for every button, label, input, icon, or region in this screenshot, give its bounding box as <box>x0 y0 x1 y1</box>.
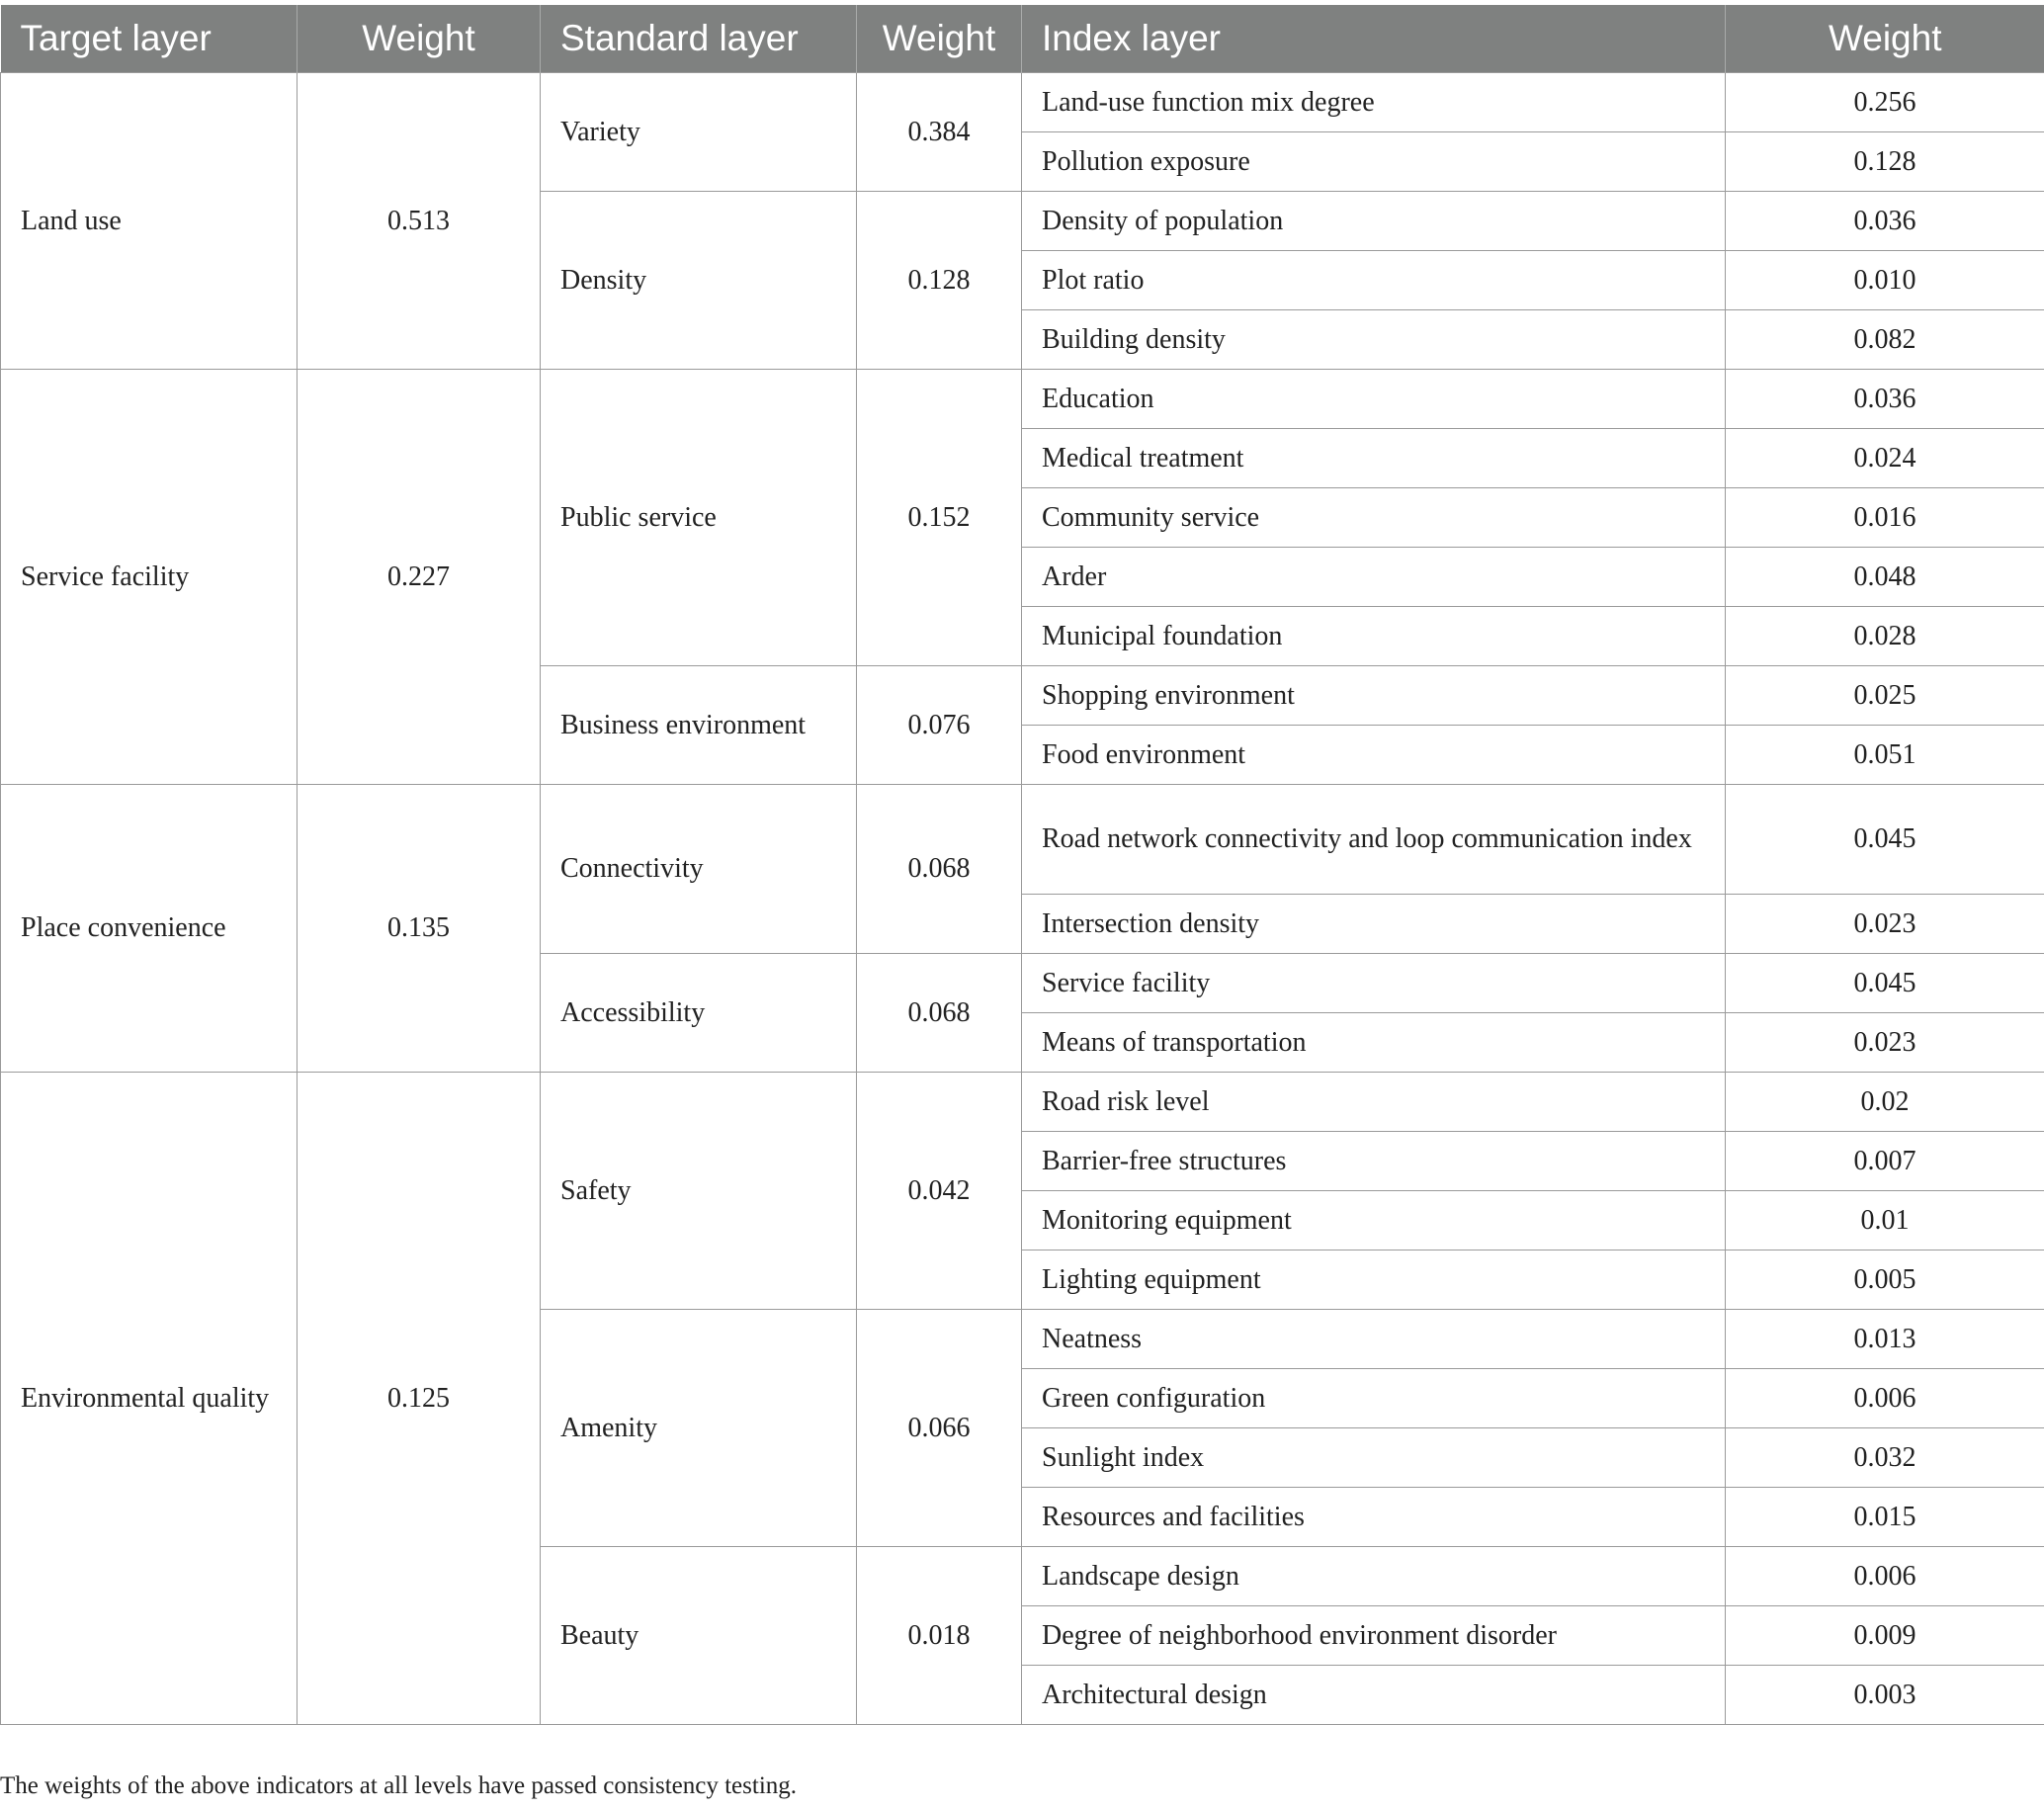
header-target-layer: Target layer <box>1 5 298 73</box>
index-weight-cell: 0.045 <box>1726 954 2044 1013</box>
index-cell: Municipal foundation <box>1022 607 1726 666</box>
index-cell: Service facility <box>1022 954 1726 1013</box>
standard-cell: Safety <box>541 1073 857 1310</box>
index-weight-cell: 0.023 <box>1726 895 2044 954</box>
index-weight-cell: 0.013 <box>1726 1310 2044 1369</box>
standard-weight-cell: 0.042 <box>857 1073 1022 1310</box>
index-weight-cell: 0.01 <box>1726 1191 2044 1250</box>
target-weight-cell: 0.227 <box>298 370 541 785</box>
header-target-weight: Weight <box>298 5 541 73</box>
index-cell: Resources and facilities <box>1022 1488 1726 1547</box>
index-weight-cell: 0.02 <box>1726 1073 2044 1132</box>
index-weight-cell: 0.051 <box>1726 726 2044 785</box>
index-weight-cell: 0.007 <box>1726 1132 2044 1191</box>
index-weight-cell: 0.082 <box>1726 310 2044 370</box>
index-weight-cell: 0.024 <box>1726 429 2044 488</box>
table-row <box>1 785 2044 895</box>
header-index-weight: Weight <box>1726 5 2044 73</box>
standard-weight-cell: 0.068 <box>857 785 1022 954</box>
header-standard-weight: Weight <box>857 5 1022 73</box>
index-cell: Monitoring equipment <box>1022 1191 1726 1250</box>
index-cell: Education <box>1022 370 1726 429</box>
table-footnote: The weights of the above indicators at all levels have passed consistency testing. <box>0 1772 798 1799</box>
target-weight-cell: 0.513 <box>298 73 541 370</box>
table-body <box>1 73 2044 1725</box>
index-cell: Plot ratio <box>1022 251 1726 310</box>
standard-cell: Accessibility <box>541 954 857 1073</box>
standard-weight-cell: 0.018 <box>857 1547 1022 1725</box>
index-weight-cell: 0.006 <box>1726 1547 2044 1606</box>
index-weight-cell: 0.128 <box>1726 132 2044 192</box>
index-weight-cell: 0.023 <box>1726 1013 2044 1073</box>
weights-table-container <box>0 5 2044 1725</box>
target-weight-cell: 0.125 <box>298 1073 541 1725</box>
table-header <box>1 5 2044 73</box>
index-cell: Building density <box>1022 310 1726 370</box>
table-row <box>1 1073 2044 1132</box>
standard-weight-cell: 0.068 <box>857 954 1022 1073</box>
standard-cell: Density <box>541 192 857 370</box>
header-index-layer: Index layer <box>1022 5 1726 73</box>
index-cell: Food environment <box>1022 726 1726 785</box>
index-cell: Density of population <box>1022 192 1726 251</box>
index-cell: Sunlight index <box>1022 1428 1726 1488</box>
index-weight-cell: 0.032 <box>1726 1428 2044 1488</box>
index-cell: Architectural design <box>1022 1666 1726 1725</box>
standard-weight-cell: 0.076 <box>857 666 1022 785</box>
index-weight-cell: 0.010 <box>1726 251 2044 310</box>
index-weight-cell: 0.005 <box>1726 1250 2044 1310</box>
index-weight-cell: 0.006 <box>1726 1369 2044 1428</box>
standard-weight-cell: 0.152 <box>857 370 1022 666</box>
standard-cell: Variety <box>541 73 857 192</box>
standard-cell: Beauty <box>541 1547 857 1725</box>
index-weight-cell: 0.003 <box>1726 1666 2044 1725</box>
index-cell: Shopping environment <box>1022 666 1726 726</box>
target-cell: Service facility <box>1 370 298 785</box>
index-weight-cell: 0.036 <box>1726 370 2044 429</box>
index-weight-cell: 0.045 <box>1726 785 2044 895</box>
index-cell: Road risk level <box>1022 1073 1726 1132</box>
standard-cell: Business environment <box>541 666 857 785</box>
index-weight-cell: 0.016 <box>1726 488 2044 548</box>
index-weight-cell: 0.048 <box>1726 548 2044 607</box>
index-weight-cell: 0.028 <box>1726 607 2044 666</box>
standard-cell: Public service <box>541 370 857 666</box>
index-cell: Neatness <box>1022 1310 1726 1369</box>
index-cell: Degree of neighborhood environment disorder <box>1022 1606 1726 1666</box>
index-weight-cell: 0.036 <box>1726 192 2044 251</box>
table-row <box>1 73 2044 132</box>
index-cell: Pollution exposure <box>1022 132 1726 192</box>
index-weight-cell: 0.015 <box>1726 1488 2044 1547</box>
target-cell: Place convenience <box>1 785 298 1073</box>
standard-cell: Amenity <box>541 1310 857 1547</box>
header-standard-layer: Standard layer <box>541 5 857 73</box>
index-cell: Green configuration <box>1022 1369 1726 1428</box>
index-cell: Barrier-free structures <box>1022 1132 1726 1191</box>
index-weight-cell: 0.256 <box>1726 73 2044 132</box>
target-cell: Environmental quality <box>1 1073 298 1725</box>
standard-cell: Connectivity <box>541 785 857 954</box>
index-weight-cell: 0.025 <box>1726 666 2044 726</box>
index-cell: Road network connectivity and loop communication index <box>1022 785 1726 895</box>
target-weight-cell: 0.135 <box>298 785 541 1073</box>
index-cell: Landscape design <box>1022 1547 1726 1606</box>
index-cell: Arder <box>1022 548 1726 607</box>
index-cell: Land-use function mix degree <box>1022 73 1726 132</box>
index-weight-cell: 0.009 <box>1726 1606 2044 1666</box>
header-row <box>1 5 2044 73</box>
standard-weight-cell: 0.384 <box>857 73 1022 192</box>
standard-weight-cell: 0.128 <box>857 192 1022 370</box>
index-cell: Means of transportation <box>1022 1013 1726 1073</box>
index-cell: Intersection density <box>1022 895 1726 954</box>
table-row <box>1 370 2044 429</box>
index-cell: Lighting equipment <box>1022 1250 1726 1310</box>
index-cell: Medical treatment <box>1022 429 1726 488</box>
index-cell: Community service <box>1022 488 1726 548</box>
indicator-weights-table <box>0 5 2044 1725</box>
target-cell: Land use <box>1 73 298 370</box>
standard-weight-cell: 0.066 <box>857 1310 1022 1547</box>
